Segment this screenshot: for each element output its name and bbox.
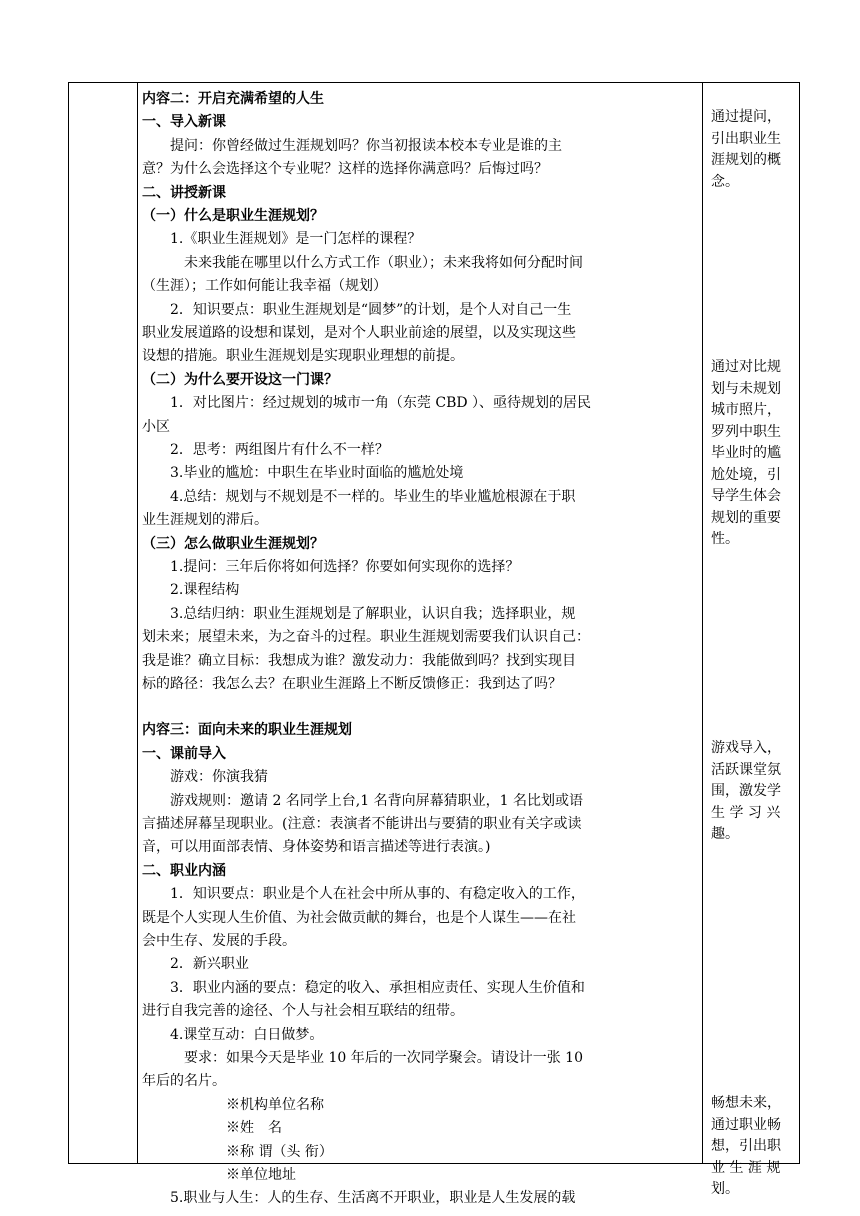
design-note-line: 性。 [711, 531, 739, 547]
text-line: 1.提问：三年后你将如何选择？你要如何实现你的选择？ [142, 559, 520, 575]
design-note-line: 通过对比规 [711, 359, 781, 375]
left-blank-column [69, 83, 138, 1164]
table-row [69, 83, 800, 1164]
text-line: 游戏：你演我猜 [142, 769, 268, 786]
text-line: 划未来；展望未来，为之奋斗的过程。职业生涯规划需要我们认识自己： [142, 629, 590, 646]
text-line: 音，可以用面部表情、身体姿势和语言描述等进行表演。) [142, 839, 491, 856]
section-heading: （一）什么是职业生涯规划？ [142, 208, 324, 224]
design-intent-notes [703, 83, 799, 1197]
text-line: 4.课堂互动：白日做梦。 [142, 1026, 324, 1043]
text-line: ※姓 名 [142, 1120, 282, 1137]
design-note-line: 导学生体会 [711, 488, 781, 504]
design-note-line: 业 生 涯 规 [711, 1159, 781, 1176]
text-line: 游戏规则：邀请 2 名同学上台,1 名背向屏幕猜职业，1 名比划或语 [142, 792, 583, 809]
text-line: 1．知识要点：职业是个人在社会中所从事的、有稳定收入的工作， [142, 886, 585, 903]
text-line: 1．对比图片：经过规划的城市一角（东莞 CBD ）、亟待规划的居民 [142, 395, 592, 412]
text-line: 既是个人实现人生价值、为社会做贡献的舞台，也是个人谋生——在社 [142, 909, 576, 926]
section-heading: 内容三：面向未来的职业生涯规划 [142, 722, 352, 739]
text-line: 要求：如果今天是毕业 10 年后的一次同学聚会。请设计一张 10 [142, 1050, 583, 1066]
teaching-content-column [138, 83, 703, 1207]
design-note-line: 引出职业生 [711, 130, 781, 147]
design-note-line: 通过提问， [711, 109, 781, 125]
design-note-line: 尬处境，引 [711, 466, 781, 483]
design-note-line: 围，激发学 [711, 783, 781, 799]
design-note-line: 游戏导入， [711, 740, 781, 756]
section-heading: 一、课前导入 [142, 745, 226, 762]
section-heading: （二）为什么要开设这一门课？ [142, 371, 338, 388]
text-line: 2．思考：两组图片有什么不一样？ [142, 442, 389, 458]
design-note-line: 生 学 习 兴 [711, 804, 781, 821]
text-line: 意？为什么会选择这个专业呢？这样的选择你满意吗？后悔过吗？ [142, 161, 548, 178]
design-intent-column [703, 83, 800, 1197]
text-line: 设想的措施。职业生涯规划是实现职业理想的前提。 [142, 348, 464, 365]
text-line: 标的路径：我怎么去？在职业生涯路上不断反馈修正：我到达了吗？ [142, 676, 562, 692]
text-line: 3．职业内涵的要点：稳定的收入、承担相应责任、实现人生价值和 [142, 979, 585, 996]
text-line: 进行自我完善的途径、个人与社会相互联结的纽带。 [142, 1003, 464, 1020]
design-note-line: 划。 [711, 1181, 739, 1197]
design-note-line: 通过职业畅 [711, 1116, 781, 1133]
design-note-line: 划与未规划 [711, 380, 781, 397]
design-note-line: 趣。 [711, 826, 739, 842]
text-line: 3.总结归纳：职业生涯规划是了解职业，认识自我；选择职业，规 [142, 605, 576, 622]
text-line: 职业发展道路的设想和谋划，是对个人职业前途的展望，以及实现这些 [142, 325, 576, 341]
design-note-line: 规划的重要 [711, 509, 781, 526]
text-line: 未来我能在哪里以什么方式工作（职业）；未来我将如何分配时间 [142, 254, 583, 271]
text-line: 提问：你曾经做过生涯规划吗？你当初报读本校本专业是谁的主 [142, 137, 562, 154]
text-line: ※机构单位名称 [142, 1096, 324, 1113]
design-note-line: 涯规划的概 [711, 152, 781, 168]
text-line: 2．新兴职业 [142, 956, 249, 973]
text-line: 我是谁？确立目标：我想成为谁？激发动力：我能做到吗？找到实现目 [142, 652, 576, 669]
section-heading: 内容二：开启充满希望的人生 [142, 91, 324, 107]
text-line: ※称 谓（头 衔） [142, 1143, 333, 1160]
text-line: 小区 [142, 418, 170, 435]
text-line: 5.职业与人生：人的生存、生活离不开职业，职业是人生发展的载 [142, 1190, 576, 1207]
text-line: 年后的名片。 [142, 1073, 226, 1090]
text-line: 2．知识要点：职业生涯规划是“圆梦”的计划，是个人对自己一生 [142, 301, 572, 318]
design-note [703, 738, 799, 846]
design-note-line: 畅想未来， [711, 1095, 781, 1111]
text-line: （生涯）；工作如何能让我幸福（规划） [142, 278, 387, 295]
text-line: 会中生存、发展的手段。 [142, 933, 296, 949]
text-line: 4.总结：规划与不规划是不一样的。毕业生的毕业尴尬根源在于职 [142, 488, 576, 505]
text-line: 3.毕业的尴尬：中职生在毕业时面临的尴尬处境 [142, 465, 464, 482]
design-note-line: 念。 [711, 173, 739, 190]
design-note-line: 城市照片， [711, 402, 781, 418]
section-heading: 二、职业内涵 [142, 862, 226, 879]
section-heading: （三）怎么做职业生涯规划？ [142, 535, 324, 552]
design-note [703, 107, 799, 193]
design-note-line: 罗列中职生 [711, 423, 781, 440]
section-heading: 一、导入新课 [142, 114, 226, 131]
design-note-line: 毕业时的尴 [711, 445, 781, 461]
lesson-plan-table [68, 82, 800, 1207]
design-note-line: 想，引出职 [711, 1138, 781, 1154]
teaching-content [138, 83, 702, 1207]
text-line: ※单位地址 [142, 1167, 296, 1183]
text-line: 业生涯规划的滞后。 [142, 512, 268, 529]
design-note [703, 1093, 799, 1201]
design-note-line: 活跃课堂氛 [711, 761, 781, 778]
text-line: 1.《职业生涯规划》是一门怎样的课程？ [142, 231, 422, 248]
text-line: 言描述屏幕呈现职业。(注意：表演者不能讲出与要猜的职业有关字或读 [142, 816, 582, 832]
section-heading: 二、讲授新课 [142, 184, 226, 201]
text-line: 2.课程结构 [142, 582, 240, 599]
design-note [703, 357, 799, 551]
